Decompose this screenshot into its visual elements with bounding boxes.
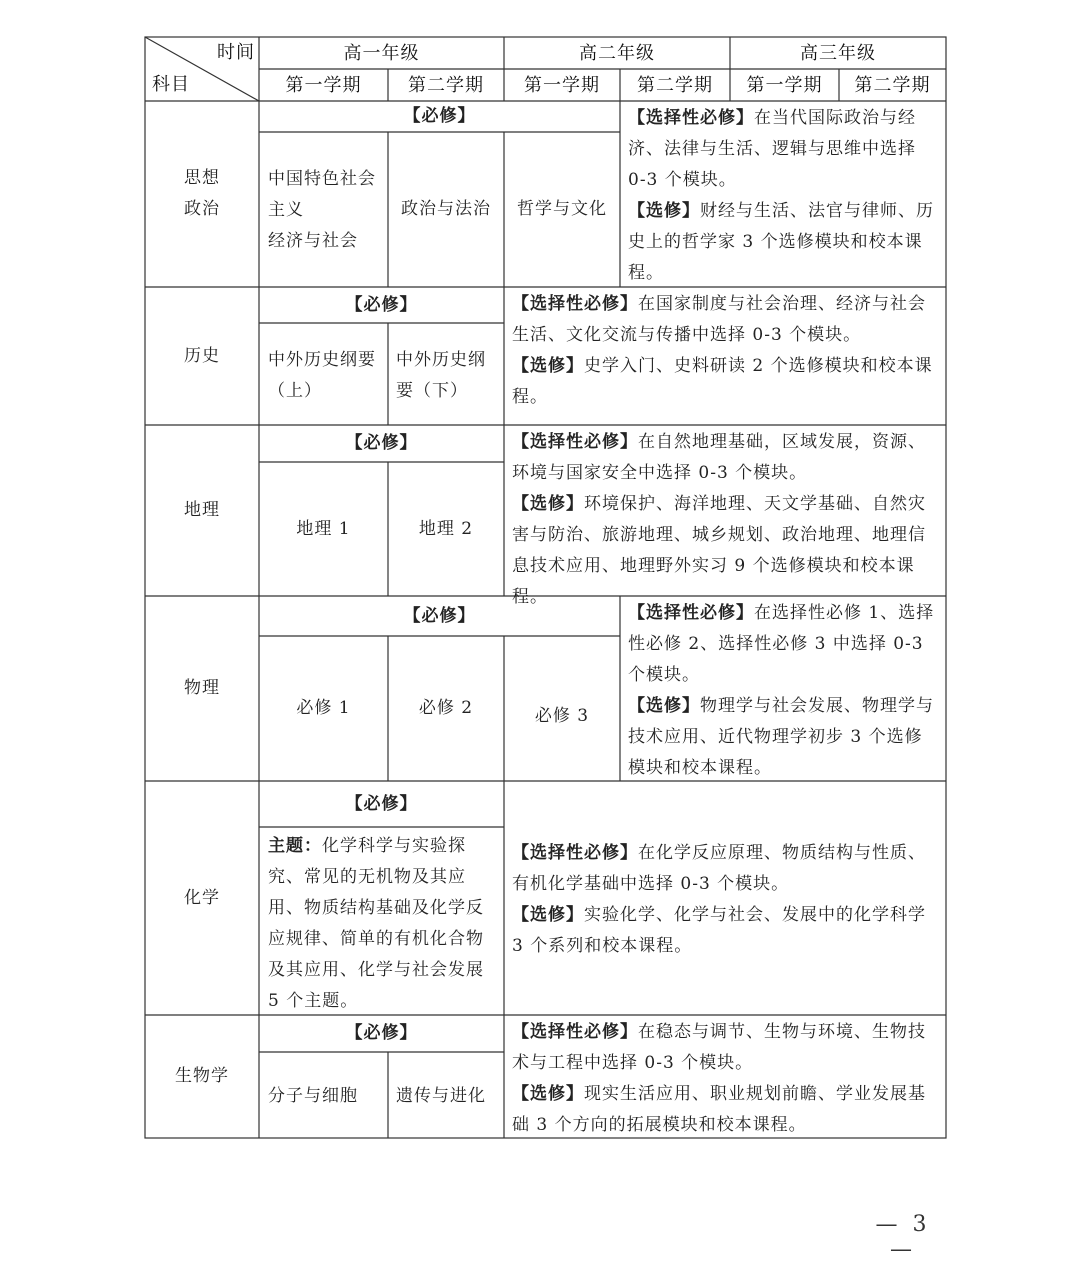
selective-text: 在国家制度与社会治理、经济与社会生活、文化交流与传播中选择 0-3 个模块。 bbox=[512, 294, 926, 345]
required-tag: 【必修】 bbox=[403, 106, 476, 126]
selective-text: 在稳态与调节、生物与环境、生物技术与工程中选择 0-3 个模块。 bbox=[512, 1022, 926, 1073]
selective-text: 在当代国际政治与经济、法律与生活、逻辑与思维中选择 0-3 个模块。 bbox=[628, 108, 916, 190]
required-tag: 【必修】 bbox=[345, 294, 418, 315]
elective-tag: 【选修】 bbox=[512, 494, 584, 514]
semester-header: 第二学期 bbox=[637, 74, 713, 96]
elective-text: 财经与生活、法官与律师、历史上的哲学家 3 个选修模块和校本课程。 bbox=[628, 201, 934, 283]
selective-text: 在自然地理基础，区域发展，资源、环境与国家安全中选择 0-3 个模块。 bbox=[512, 432, 926, 483]
course-cell bbox=[268, 164, 384, 257]
semester-header: 第二学期 bbox=[854, 74, 931, 96]
subject-name-history: 历史 bbox=[184, 345, 220, 366]
selective-block bbox=[628, 103, 940, 289]
selective-block bbox=[628, 598, 940, 784]
time-label: 时间 bbox=[217, 42, 255, 63]
selective-block bbox=[512, 838, 940, 962]
selective-tag: 【选择性必修】 bbox=[628, 603, 754, 623]
selective-tag: 【选择性必修】 bbox=[628, 108, 754, 128]
grade-2-header: 高二年级 bbox=[579, 42, 655, 64]
elective-text: 史学入门、史料研读 2 个选修模块和校本课程。 bbox=[512, 356, 933, 407]
elective-text: 实验化学、化学与社会、发展中的化学科学 3 个系列和校本课程。 bbox=[512, 905, 926, 956]
elective-tag: 【选修】 bbox=[512, 905, 584, 925]
selective-tag: 【选择性必修】 bbox=[512, 1022, 638, 1042]
course-cell: 必修 3 bbox=[534, 705, 590, 726]
subject-name-geography: 地理 bbox=[184, 500, 220, 520]
theme-block bbox=[268, 831, 498, 1017]
course-cell: 分子与细胞 bbox=[268, 1086, 358, 1106]
selective-text: 在化学反应原理、物质结构与性质、有机化学基础中选择 0-3 个模块。 bbox=[512, 843, 926, 894]
semester-header: 第一学期 bbox=[285, 74, 362, 96]
subject-label: 科目 bbox=[152, 74, 190, 95]
required-tag: 【必修】 bbox=[345, 1023, 418, 1043]
required-tag: 【必修】 bbox=[345, 793, 418, 814]
elective-text: 环境保护、海洋地理、天文学基础、自然灾害与防治、旅游地理、城乡规划、政治地理、地理信息技术应用、地理野外实习 9 个选修模块和校本课程。 bbox=[512, 494, 926, 607]
selective-tag: 【选择性必修】 bbox=[512, 843, 638, 863]
required-tag: 【必修】 bbox=[403, 605, 476, 626]
elective-tag: 【选修】 bbox=[512, 1084, 584, 1104]
course-name: 经济与社会 bbox=[268, 231, 358, 251]
subject-name-physics: 物理 bbox=[184, 678, 220, 698]
selective-tag: 【选择性必修】 bbox=[512, 294, 638, 314]
course-cell: 哲学与文化 bbox=[517, 199, 607, 219]
selective-block bbox=[512, 1017, 940, 1141]
elective-text: 现实生活应用、职业规划前瞻、学业发展基础 3 个方向的拓展模块和校本课程。 bbox=[512, 1084, 926, 1135]
selective-block bbox=[512, 289, 940, 413]
elective-text: 物理学与社会发展、物理学与技术应用、近代物理学初步 3 个选修模块和校本课程。 bbox=[628, 696, 934, 778]
course-cell: 遗传与进化 bbox=[396, 1086, 486, 1106]
semester-header: 第二学期 bbox=[408, 74, 484, 96]
grade-3-header: 高三年级 bbox=[800, 42, 876, 64]
selective-block bbox=[512, 427, 940, 613]
selective-text: 在选择性必修 1、选择性必修 2、选择性必修 3 中选择 0-3 个模块。 bbox=[628, 603, 935, 685]
selective-tag: 【选择性必修】 bbox=[512, 432, 638, 452]
semester-header: 第一学期 bbox=[746, 74, 823, 96]
elective-tag: 【选修】 bbox=[512, 356, 584, 376]
subject-name-chemistry: 化学 bbox=[184, 887, 220, 908]
course-cell: 政治与法治 bbox=[401, 199, 491, 219]
required-tag: 【必修】 bbox=[345, 433, 418, 453]
theme-label: 主题： bbox=[268, 836, 322, 856]
elective-tag: 【选修】 bbox=[628, 696, 700, 716]
page-number: — 3 — bbox=[875, 1212, 931, 1262]
course-cell: 中外历史纲要（下） bbox=[396, 350, 486, 401]
course-cell: 中外历史纲要（上） bbox=[268, 350, 376, 401]
subject-name-politics: 思想政治 bbox=[184, 168, 220, 219]
course-cell: 必修 1 bbox=[296, 698, 351, 718]
semester-header: 第一学期 bbox=[524, 74, 600, 96]
elective-tag: 【选修】 bbox=[628, 201, 700, 221]
subject-name-biology: 生物学 bbox=[175, 1066, 229, 1086]
course-name: 中国特色社会主义 bbox=[268, 169, 376, 220]
theme-text: 化学科学与实验探究、常见的无机物及其应用、物质结构基础及化学反应规律、简单的有机化合物及其应用、化学与社会发展 5 个主题。 bbox=[268, 836, 484, 1011]
course-cell: 地理 2 bbox=[418, 518, 474, 539]
course-cell: 必修 2 bbox=[418, 698, 474, 718]
grade-1-header: 高一年级 bbox=[343, 42, 420, 64]
course-cell: 地理 1 bbox=[296, 518, 351, 539]
